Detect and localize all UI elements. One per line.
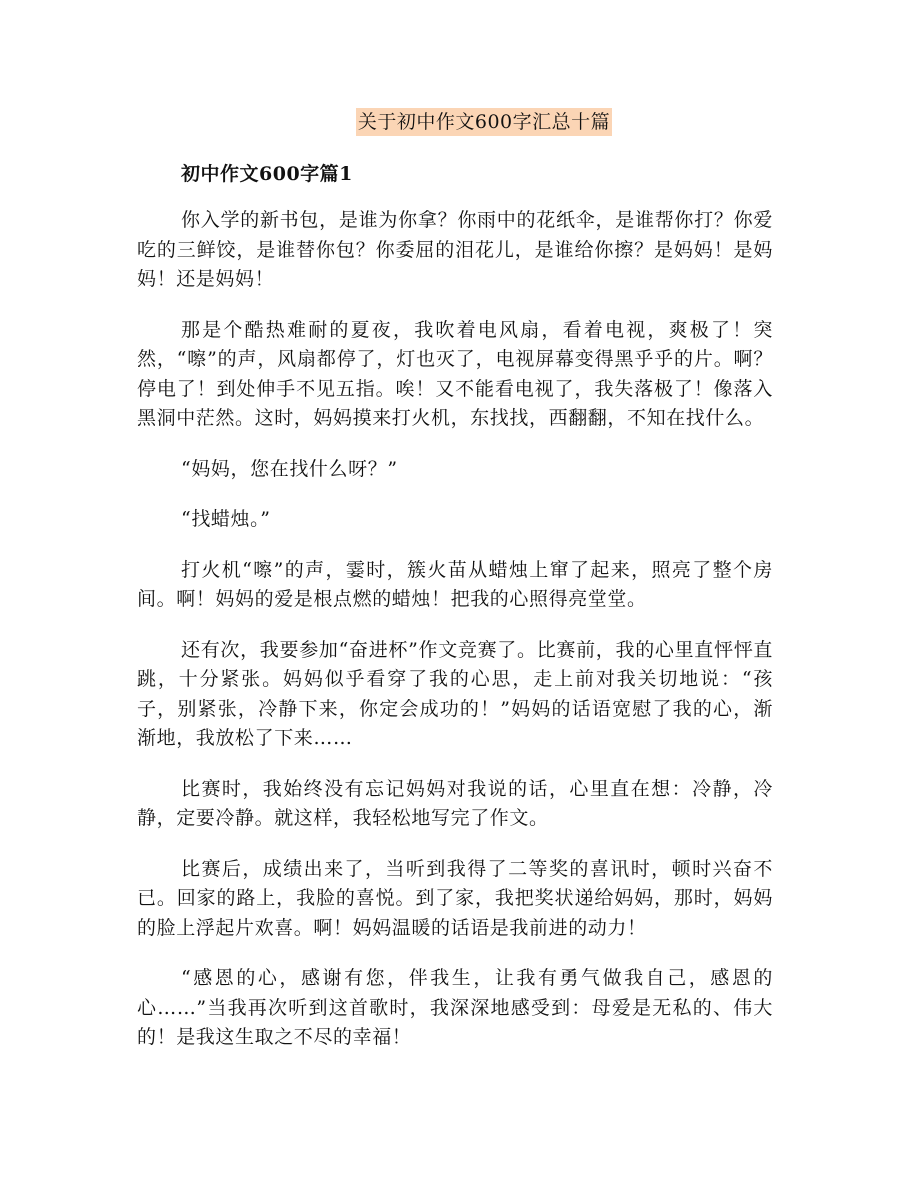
- paragraph: “找蜡烛。”: [181, 508, 271, 530]
- paragraph: 比赛后，成绩出来了，当听到我得了二等奖的喜讯时，顿时兴奋不已。回家的路上，我脸的喜悦。到了家，我把奖状递给妈妈，那时，妈妈的脸上浮起片欢喜。啊！妈妈温暖的话语是我前进的动力！: [137, 857, 773, 939]
- paragraph: “感恩的心，感谢有您，伴我生，让我有勇气做我自己，感恩的心……”当我再次听到这首歌时，我深深地感受到：母爱是无私的、伟大的！是我这生取之不尽的幸福！: [137, 967, 773, 1048]
- paragraph: 还有次，我要参加“奋进杯”作文竞赛了。比赛前，我的心里直怦怦直跳，十分紧张。妈妈似乎看穿了我的心思，走上前对我关切地说：“孩子，别紧张，冷静下来，你定会成功的！”妈妈的话语宽慰了我的心，渐渐地，我放松了下来……: [137, 638, 773, 749]
- paragraph: 比赛时，我始终没有忘记妈妈对我说的话，心里直在想：冷静，冷静，定要冷静。就这样，我轻松地写完了作文。: [137, 777, 773, 829]
- essay-body: [137, 206, 773, 1074]
- paragraph: 打火机“嚓”的声，霎时，簇火苗从蜡烛上窜了起来，照亮了整个房间。啊！妈妈的爱是根点燃的蜡烛！把我的心照得亮堂堂。: [137, 558, 773, 610]
- section-heading: 初中作文600字篇1: [181, 163, 353, 185]
- document-title: 关于初中作文600字汇总十篇: [356, 108, 612, 136]
- paragraph: 那是个酷热难耐的夏夜，我吹着电风扇，看着电视，爽极了！突然，“嚓”的声，风扇都停了，灯也灭了，电视屏幕变得黑乎乎的片。啊？停电了！到处伸手不见五指。唉！又不能看电视了，我失落极了！像落入黑洞中茫然。这时，妈妈摸来打火机，东找找，西翻翻，不知在找什么。: [137, 318, 773, 429]
- title-row: [0, 108, 920, 136]
- paragraph: 你入学的新书包，是谁为你拿？你雨中的花纸伞，是谁帮你打？你爱吃的三鲜饺，是谁替你包？你委屈的泪花儿，是谁给你擦？是妈妈！是妈妈！还是妈妈！: [137, 209, 773, 290]
- paragraph: “妈妈，您在找什么呀？”: [181, 457, 398, 480]
